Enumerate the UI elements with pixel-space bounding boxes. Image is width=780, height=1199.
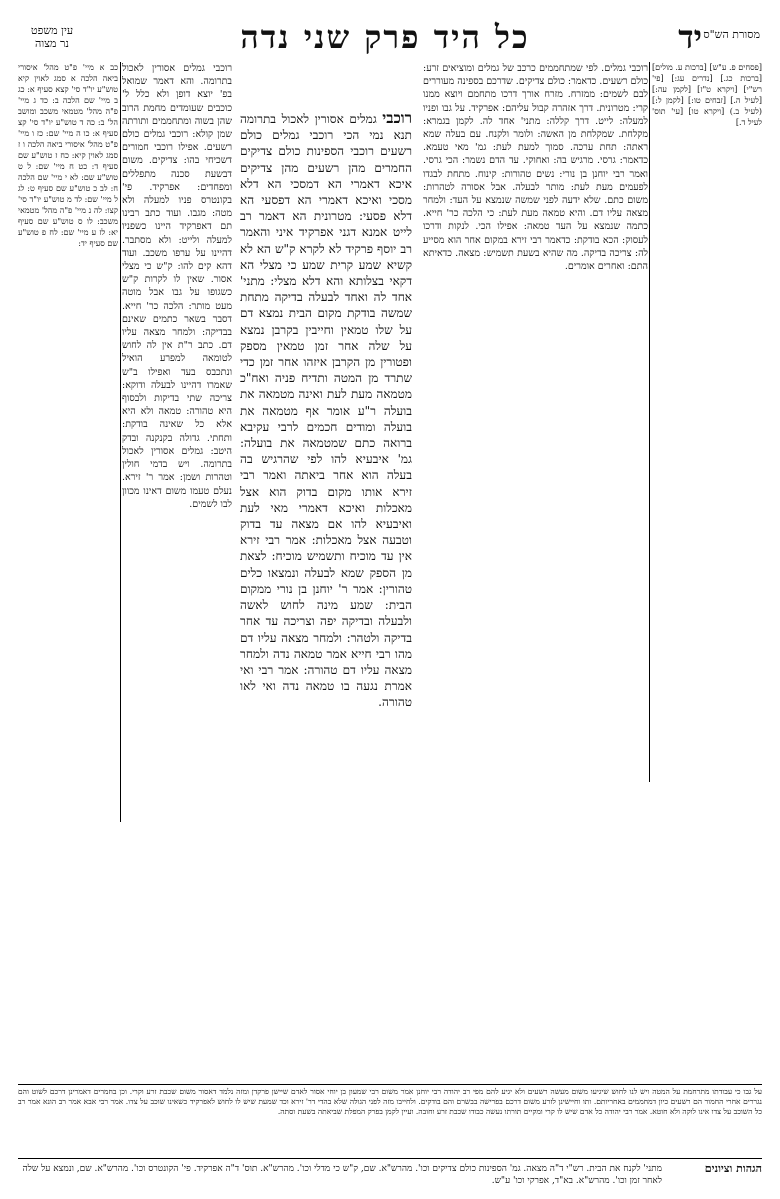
page-title: כל היד פרק שני נדה	[240, 18, 530, 56]
gemara-main-text	[240, 110, 412, 880]
ein-mishpat-label: עין משפט נר מצוה	[30, 24, 74, 50]
masoret-hashas-label: מסורת הש"ס	[703, 28, 760, 41]
rashi-commentary	[423, 62, 648, 1062]
bottom-commentary	[18, 1084, 762, 1163]
folio-number: יד	[678, 18, 702, 56]
gemara-text: גמלים אסורין לאכול בתרומה תנא נמי הכי רוכבי גמלים כולם רשעים רוכבי הספינות כולם צדיקים החמרים מהן רשעים מהן צדיקים איכא דאמרי הא דמסכי הא דלא מסכי ואיכא דאמרי הא דפסעי הא דלא פסעי: מטרונית הא דאמר רב לייט אמנא דגני אפרקיד איני והאמר רב יוסף פרקיד לא לקרא ק"ש הא לא קשיא שמע קרית שמע כי מצלי הא דקאי בצלותא והא דלא מצלי: מתני' אחד לה ואחד לבעלה בדיקה מתחת שמשה בודקת מקום הבית נמצא דם על שלו טמאין וחייבין בקרבן נמצא על שלה אחר זמן טמאין מספק ופטורין מן הקרבן איזהו אחר זמן כדי שתרד מן המטה ותדיח פניה ואח"כ מטמאה מעת לעת ואינה מטמאה את בועלה ר"ע אומר אף מטמאה את בועלה ומודים חכמים לרבי עקיבא ברואה כתם שמטמאה את בועלה: גמ' איבעיא להו לפי שהרגיש בה בעלה הוא אחר ביאתה ואמר רבי זירא אותו מקום בדוק הוא אצל מאכלות ואיכא דאמרי מאי לעת ואיבעיא להו אם מצאה עד בדוק וטבעה אצל מאכלות: אמר רבי זירא אין עד מוכיח ותשמיש מוכיח: לצאת מן הספק שמא לבעלה ונמצאו כלים טהורין: אמר ר' יוחנן בן נורי ממקום הבית: שמע מינה לחוש לאשה ולבעלה ובדיקה יפה וצריכה עד אחר בדיקה ולטהר: ולמחר מצאה עליו דם מהו רבי חייא אמר טמאה נדה ולמחר מצאה עליו דם טהורה: אמר רבי ואי אמרת נגעה בו טמאה נדה ואי לאו טהורה.	[240, 112, 412, 710]
ein-mishpat-margin	[18, 62, 118, 822]
column-divider	[120, 62, 121, 822]
page-footer	[18, 1158, 762, 1187]
gemara-opening-word: רוכבי	[382, 110, 412, 127]
masoret-hashas-margin	[652, 62, 762, 782]
column-divider	[649, 62, 650, 782]
tosafot-text: רוכבי גמלים אסורין לאכול בתרומה. והא דאמר שמואל בפ' יוצא דופן ולא כלל ל' כוכבים שעומדים מחמת הרוב שהן בשוה ומתחממים ותורתה שמן קולא: רוכבי גמלים כולם רשעים. אפילו רוכבי חמורים דשכיחי בהו: צדיקים. משום דבשעת סכנה מתפללים ומפחדים: אפרקיד. פי' בקונטרס פניו למעלה ולא מטה: מגבו. ועוד כתב רבינו תם דאפרקיד היינו כשפניו למעלה ולייט: ולא מסתבר. דהיינו על ערפו משכב. ועוד דהא קים להו: ק"ש כי מצלי אסור. שאין לו לקרות ק"ש כשגופו על גבו אבל מוטה מעט מותר: הלכה כר' חייא. דסבר בשאר כתמים שאינם בבדיקה: ולמחר מצאה עליו דם. כתב ר"ת אין לה לחוש לטומאה למפרע הואיל ונתכבס בעד ואפילו ב"ש שאמרו דהיינו לבעלה ודוקא: צריכה שתי בדיקות ולבסוף היא טהורה: טמאה ולא היא אלא כל שאינה בודקת: ותחתי. גדולה בקנקנה ובדק היטב: גמלים אסורין לאכול בתרומה. ויש בדמי חולין וטהרות ושמן: אמר ר' זירא. נעלם טעמו משום דאינו מכוון לבו לשמים.	[122, 63, 232, 510]
hagahot-label: הגהות וציונים	[704, 1162, 762, 1175]
page-header	[20, 18, 760, 58]
tosafot-commentary	[122, 62, 232, 1062]
hagahot-text: מתני' לקנח את הבית. רש"י ד"ה מצאה. גמ' הספינות כולם צדיקים וכו'. מהרש"א. שם, ק"ש כי מדלי וכו'. מהרש"א. תוס' ד"ה אפרקיד. פי' הקונטרס וכו'. מהרש"א. שם, ונמצא על שלה לאחר זמן וכו'. מהרש"א. בא"ד, אפרקי וכו' ע"ש.	[22, 1164, 662, 1186]
rashi-text: רוכבי גמלים. לפי שמתחממים כרכב של גמלים ומוציאים זרע: כולם רשעים. כדאמר: כולם צדיקים. שדרכם בספינה מעוררים לבם לשמים: ממזרח. מזרח אורך דרכו מתחמם ויוצא ממנו קרי: מטרונית. דרך אזהרה קבול עליהם: אפרקיד. על גבו ופניו למעלה: לייט. דרך קללה: מתני' אחד לה. לקמן בגמרא: מקלחת. שמקלחת מן האשה: ולומר ולקנח. עם בעלה שמא ראתה: תחת ערכה. סמוך למעת לעת: גמ' מאי טעמא. כדאמר: גרסי. מרגיש בה: ואחוקי. עד הדם נשמר: הכי גרסי. ואמר רבי יוחנן בן נורי: נשים טהורות: קינוח. מתחת לבגדו לפעמים מעת לעת: מותר לבעלה. אבל אסורה לטהרות: משום כתם. שלא ידעה לפני שמשה שנמצא על העד: ולמחר מצאה עליו דם. והיא טמאה מעת לעת: כי הלכה כר' חייא. כתמה שנמצא על העד טמאה: אפילו הכי. לנקות ודרכו לעסוק: הכא בודקת: כדאמר רבי זירא במקום אחר הוא מסייע לה: צריכה בדיקה. מה שהיא בשעת תשמיש: מצאה. כדאיתא התם: ואחרים אומרים.	[423, 63, 648, 273]
masoret-hashas-text: [פסחים פ. ע"ש] [ברכות ע. מולים] [ברכות כג.] [נדרים עג:] [פי' רש"י] [ויקרא ט"ז] [לקמן עה:] [לעיל ה.] [זבחים טו:] [לקמן ל:] (לעיל ב.) [ויקרא טו] [עי' תוס' לעיל ד.]	[652, 63, 762, 127]
ein-mishpat-text: כב א מיי' פ"ט מהל' איסורי ביאה הלכה א סמג לאוין קיא טוש"ע יו"ד סי' קצא סעיף א: כג ב מיי' שם הלכה ב: כד ג מיי' פ"ה מהל' מטמאי משכב ומושב הל' ב: כה ד טוש"ע יו"ד סי' קצ סעיף א: כו ה מיי' שם: כז ו מיי' פ"ט מהל' איסורי ביאה הלכה ו ז סמג לאוין קיא: כח ז טוש"ע שם סעיף ד: כט ח מיי' שם: ל ט טוש"ע שם: לא י מיי' שם הלכה ח: לב כ טוש"ע שם סעיף ט: לג ל מיי' שם: לד מ טוש"ע יו"ד סי' קצו: לה נ מיי' פ"ה מהל' מטמאי משכב: לו ס טוש"ע שם סעיף יא: לז ע מיי' שם: לח פ טוש"ע שם סעיף יד:	[18, 63, 118, 248]
bottom-commentary-text: על גבו כי עבודתו מתרחמת על המטה ויש לנו לחוש שיגיעו משום מעשה רשעים ולא יגיע להם מפי רב יהודה רבי יוחנן אמר משום רבי שמעון בן יוחי אסור לאדם שיישן פרקדן ומזה נלמד דאסור משום שכבת זרע וקרי. וכן בחמרים דאמרינן דרכם לשוט והם נגררים אחרי החמור הם רשעים כיון דמחממים באחריותם. ותו וחיישינן לזרע משום דרכם בפרישה בבשרם והם בודקים. ולחייבו מזה לפני הגולה שלא בהדי דר' זירא וכד שמעת שיש לו לחוש לאפרקיד כשאינו שוכב על צדו. אמר רבי אבא אמר רב הונא אמר רב כל השוכב על צדו אינו לוקה ולא חוטא. אמר רבי יהודה כל אדם שיש לו קרי ומקיים תורתו נעשה כבודו שכבת זרע וחובה. ועיין לקמן בפרק המפלת שביאתה בשעת וסתה.	[18, 1087, 762, 1116]
